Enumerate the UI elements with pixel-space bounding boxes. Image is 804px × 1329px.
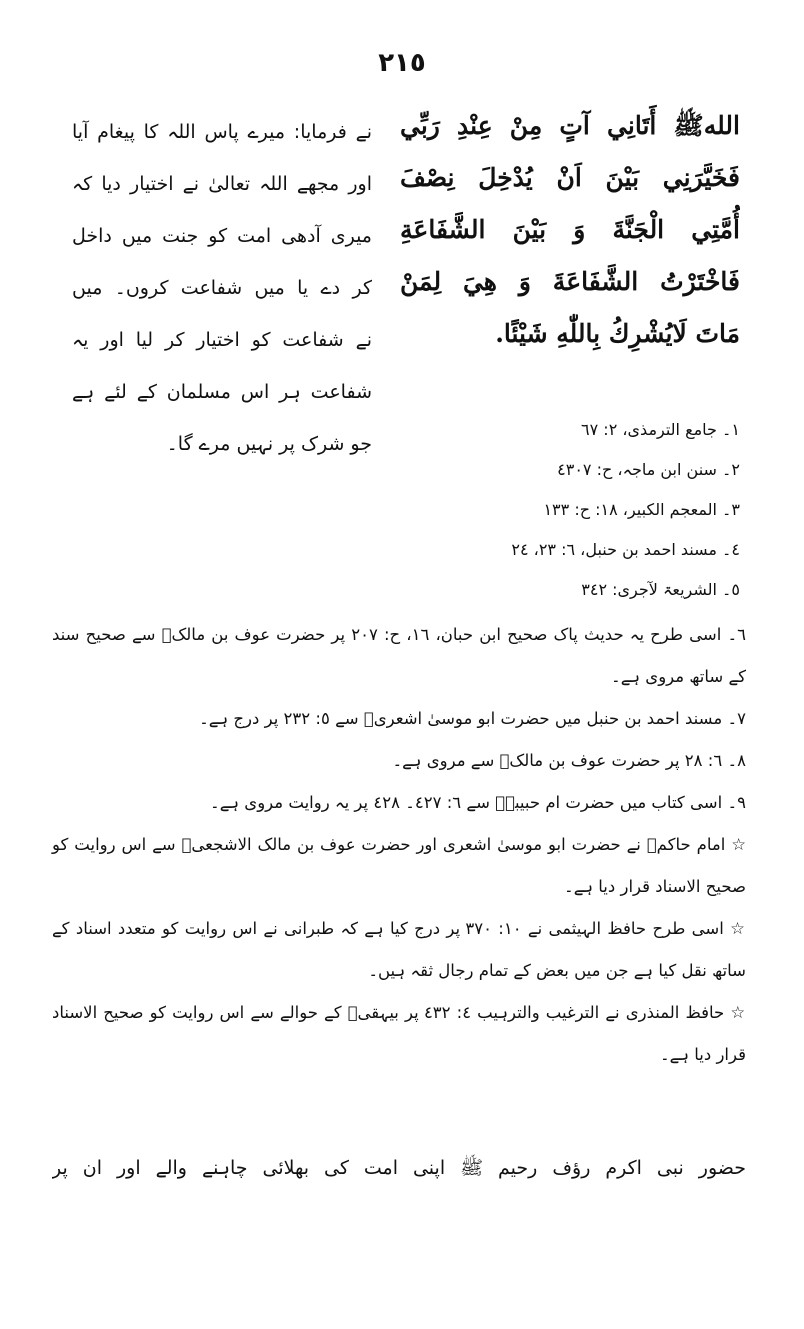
reference-item: ٥۔ الشریعۃ لآجری: ٣٤٢: [581, 580, 740, 599]
translation-line: کر دے یا میں شفاعت کروں۔ میں: [72, 277, 372, 299]
note-paragraph: ٩۔ اسی کتاب میں حضرت ام حبیبہؓ سے ٦: ٤٢٧۔ ٤٢٨ پر یہ روایت مروی ہے۔: [210, 793, 746, 812]
note-paragraph: ٧۔ مسند احمد بن حنبل میں حضرت ابو موسیٰ اشعریؓ سے ٥: ٢٣٢ پر درج ہے۔: [199, 709, 746, 728]
note-paragraph: ☆ اسی طرح حافظ الہیثمی نے ١٠: ٣٧٠ پر درج کیا ہے کہ طبرانی نے اس روایت کو متعدد اسناد کے ساتھ نقل کیا ہے جن میں بعض کے تمام رجال ثقہ ہیں۔: [52, 919, 746, 980]
arabic-hadith-text: [400, 100, 740, 360]
reference-item: ٤۔ مسند احمد بن حنبل، ٦: ٢٣، ٢٤: [511, 540, 740, 559]
arabic-line: فَاخْتَرْتُ الشَّفَاعَةَ وَ هِيَ لِمَنْ: [400, 267, 740, 296]
note-paragraph: ☆ حافظ المنذری نے الترغیب والترہیب ٤: ٤٣٢ پر بیہقیؒ کے حوالے سے اس روایت کو صحیح الاسناد قرار دیا ہے۔: [52, 1003, 746, 1064]
arabic-line: مَاتَ لَايُشْرِكُ بِاللّٰهِ شَيْئًا.: [495, 319, 740, 348]
translation-line: جو شرک پر نہیں مرے گا۔: [166, 433, 372, 455]
reference-item: ٢۔ سنن ابن ماجہ، ح: ٤٣٠٧: [557, 460, 740, 479]
reference-item: ٣۔ المعجم الکبیر، ١٨: ح: ١٣٣: [543, 500, 740, 519]
translation-line: نے شفاعت کو اختیار کر لیا اور یہ: [72, 329, 372, 351]
arabic-line: فَخَيَّرَنِي بَيْنَ اَنْ يُدْخِلَ نِصْفَ: [400, 163, 740, 192]
note-paragraph: ☆ امام حاکمؒ نے حضرت ابو موسیٰ اشعری اور حضرت عوف بن مالک الاشجعیؓ سے اس روایت کو صحیح الاسناد قرار دیا ہے۔: [52, 835, 746, 896]
translation-line: شفاعت ہر اس مسلمان کے لئے ہے: [72, 381, 372, 403]
notes-section: [52, 614, 746, 1076]
note-paragraph: ٦۔ اسی طرح یہ حدیث پاک صحیح ابن حبان، ١٦، ح: ٢٠٧ پر حضرت عوف بن مالکؓ سے صحیح سند کے ساتھ مروی ہے۔: [52, 625, 746, 686]
urdu-translation: [72, 106, 372, 470]
translation-line: نے فرمایا: میرے پاس اللہ کا پیغام آیا: [72, 121, 372, 143]
arabic-line: اللهﷺ أَتَانِي آتٍ مِنْ عِنْدِ رَبِّي: [400, 111, 740, 140]
reference-list: [340, 410, 740, 610]
arabic-line: أُمَّتِي الْجَنَّةَ وَ بَيْنَ الشَّفَاعَةِ: [400, 215, 740, 244]
note-paragraph: ٨۔ ٦: ٢٨ پر حضرت عوف بن مالکؓ سے مروی ہے۔: [392, 751, 746, 770]
translation-line: میری آدھی امت کو جنت میں داخل: [72, 225, 372, 247]
closing-line: حضور نبی اکرم رؤف رحیم ﷺ اپنی امت کی بھلائی چاہنے والے اور ان پر: [52, 1157, 746, 1179]
page-number: ٢١٥: [378, 48, 426, 78]
translation-line: اور مجھے اللہ تعالیٰ نے اختیار دیا کہ: [72, 173, 372, 195]
reference-item: ١۔ جامع الترمذی، ٢: ٦٧: [581, 420, 740, 439]
